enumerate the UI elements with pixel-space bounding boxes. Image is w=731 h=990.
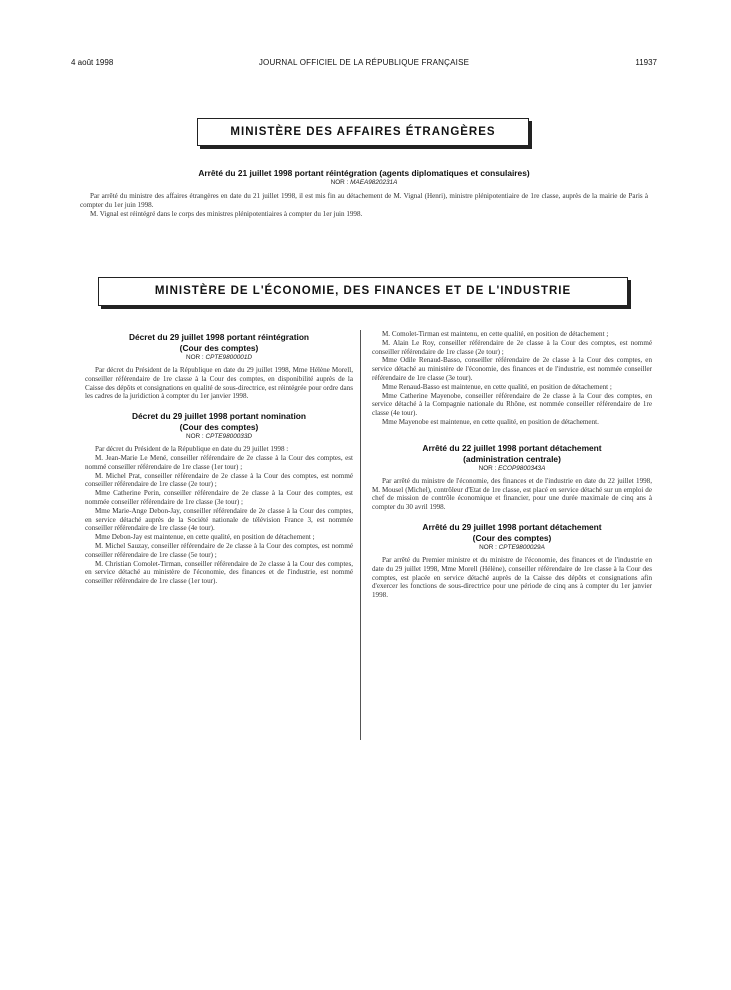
decree-paragraph: Mme Catherine Mayenobe, conseiller référendaire de 2e classe à la Cour des comptes, en service détaché à la Compagnie nationale du Rhône, est nommée conseiller référendaire de 1re classe (4e tour). <box>372 391 652 418</box>
page-number: 11937 <box>635 58 657 67</box>
decree-paragraph: M. Alain Le Roy, conseiller référendaire de 2e classe à la Cour des comptes, est nommé conseiller référendaire de 1re classe (2e tour) ; <box>372 338 652 356</box>
decree-title: Arrêté du 21 juillet 1998 portant réintégration (agents diplomatiques et consulaires) <box>198 168 530 178</box>
nor-reference <box>372 544 652 551</box>
decree-paragraph: Mme Mayenobe est maintenue, en cette qualité, en position de détachement. <box>382 417 599 426</box>
nor-reference <box>85 433 353 440</box>
nor-reference <box>85 354 353 361</box>
nor-code: CPTE9800029A <box>498 543 545 551</box>
decree-paragraph: M. Jean-Marie Le Mené, conseiller référendaire de 2e classe à la Cour des comptes, est nommé conseiller référendaire de 1re classe (1er tour) ; <box>85 453 353 471</box>
decree-title: Arrêté du 29 juillet 1998 portant détachement <box>422 521 602 532</box>
decree-title: Décret du 29 juillet 1998 portant réintégration <box>128 332 310 342</box>
decree-title: Décret du 29 juillet 1998 portant nomination <box>131 411 307 422</box>
journal-title: JOURNAL OFFICIEL DE LA RÉPUBLIQUE FRANÇAISE <box>258 58 470 67</box>
decree-paragraph: M. Christian Comolet-Tirman, conseiller référendaire de 2e classe à la Cour des comptes, en service détaché au ministère de l'économie, des finances et de l'industrie, est nommé conseiller référendaire de 1re classe (1er tour). <box>85 559 353 586</box>
nor-reference <box>80 179 648 186</box>
column-divider <box>360 330 361 740</box>
decree-paragraph: Mme Odile Renaud-Basso, conseiller référendaire de 2e classe à la Cour des comptes, en service détaché au ministère de l'économie, des finances et de l'industrie, est nommée conseiller référendaire de 1re classe (3e tour). <box>372 356 652 382</box>
decree-paragraph: Mme Debon-Jay est maintenue, en cette qualité, en position de détachement ; <box>95 533 315 542</box>
nomination-continuation <box>372 330 652 427</box>
nor-reference <box>372 465 652 472</box>
decree-paragraph: Par arrêté du ministre de l'économie, des finances et de l'industrie en date du 22 juillet 1998, M. Mousel (Michel), contrôleur d'Etat de 1re classe, est placé en service détaché sur un emploi de chef de mission de contrôle économique et financier, pour une durée maximale de cinq ans à compter du 30 avril 1998. <box>372 476 652 512</box>
nor-code: ECOP9800343A <box>498 464 546 472</box>
nor-label: NOR : <box>479 543 499 551</box>
decree-paragraph: Mme Catherine Perin, conseiller référendaire de 2e classe à la Cour des comptes, est nommée conseiller référendaire de 1re classe (3e tour) ; <box>85 489 353 506</box>
decree-paragraph: Mme Renaud-Basso est maintenue, en cette qualité, en position de détachement ; <box>382 382 612 391</box>
decree-paragraph: Par décret du Président de la République en date du 29 juillet 1998 : <box>95 445 289 454</box>
decree-foreign-affairs <box>80 168 648 218</box>
decree-paragraph: M. Michel Prat, conseiller référendaire de 2e classe à la Cour des comptes, est nommé conseiller référendaire de 1re classe (2e tour) ; <box>85 471 353 489</box>
decree-paragraph: M. Comolet-Tirman est maintenu, en cette qualité, en position de détachement ; <box>382 330 609 338</box>
nor-label: NOR : <box>185 354 206 361</box>
nor-label: NOR : <box>478 464 499 472</box>
decree-nomination <box>85 411 353 586</box>
decree-subtitle: (administration centrale) <box>463 453 561 464</box>
decree-detachment-cour-des-comptes <box>372 522 652 600</box>
decree-paragraph: Par arrêté du Premier ministre et du ministre de l'économie, des finances et de l'industrie en date du 29 juillet 1998, Mme Morell (Hélène), conseiller référendaire de 1re classe à la Cour des comptes, est placée en service détaché auprès de la Caisse des dépôts et consignations afin d'exercer les fonctions de sous-directrice pour une période de cinq ans à compter du 1er janvier 1998. <box>372 555 652 600</box>
publication-date: 4 août 1998 <box>71 58 114 67</box>
nor-label: NOR : <box>330 179 351 186</box>
decree-detachment-central-administration <box>372 443 652 512</box>
decree-paragraph: Mme Marie-Ange Debon-Jay, conseiller référendaire de 2e classe à la Cour des comptes, en service détaché auprès de la Société nationale de télévision France 3, est nommée conseiller référendaire de 1re classe (4e tour). <box>85 506 353 533</box>
decree-subtitle: (Cour des comptes) <box>179 422 259 433</box>
page-header <box>71 58 657 70</box>
ministry-heading-economy: MINISTÈRE DE L'ÉCONOMIE, DES FINANCES ET DE L'INDUSTRIE <box>98 277 628 306</box>
nor-code: MAEA9820231A <box>350 179 398 186</box>
decree-reintegration <box>85 332 353 401</box>
right-column <box>372 330 652 610</box>
nor-code: CPTE9800001D <box>205 354 253 361</box>
nor-code: CPTE9800033D <box>205 433 253 441</box>
decree-paragraph: Par arrêté du ministre des affaires étrangères en date du 21 juillet 1998, il est mis fin au détachement de M. Vignal (Henri), ministre plénipotentiaire de 1re classe, auprès de la mairie de Paris à compter du 1er juin 1998. <box>80 192 648 209</box>
nor-label: NOR : <box>185 433 206 441</box>
decree-paragraph: Par décret du Président de la République en date du 29 juillet 1998, Mme Hélène Morell, conseiller référendaire de 1re classe à la Cour des comptes, en disponibilité auprès de la Caisse des dépôts et consignations en qualité de sous-directrice, est réintégrée pour ordre dans les cadres de la juridiction à compter du 1er janvier 1998. <box>85 366 353 401</box>
decree-subtitle: (Cour des comptes) <box>179 343 259 353</box>
decree-paragraph: M. Vignal est réintégré dans le corps des ministres plénipotentiaires à compter du 1er juin 1998. <box>90 209 363 218</box>
decree-subtitle: (Cour des comptes) <box>472 532 552 543</box>
left-column <box>85 332 353 596</box>
decree-title: Arrêté du 22 juillet 1998 portant détachement <box>422 442 602 453</box>
ministry-heading-foreign-affairs: MINISTÈRE DES AFFAIRES ÉTRANGÈRES <box>197 118 529 146</box>
decree-paragraph: M. Michel Sauzay, conseiller référendaire de 2e classe à la Cour des comptes, est nommé conseiller référendaire de 1re classe (5e tour) ; <box>85 541 353 559</box>
